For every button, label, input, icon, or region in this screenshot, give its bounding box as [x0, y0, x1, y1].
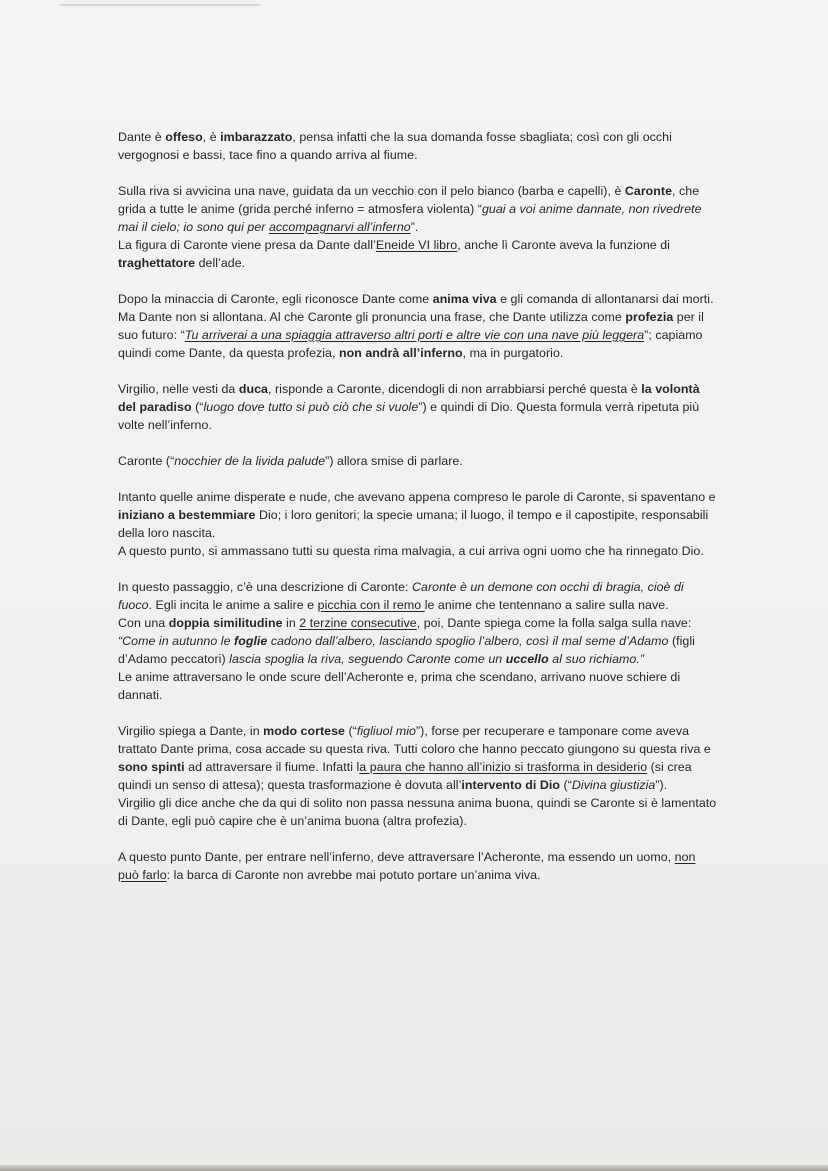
text-segment: , che grida a tutte le anime (grida perché inferno = atmosfera violenta) “	[118, 184, 700, 216]
text-segment: Dopo la minaccia di Caronte, egli riconosce Dante come	[118, 292, 433, 306]
text-segment: uccello	[505, 652, 549, 666]
text-segment: Virgilio gli dice anche che da qui di solito non passa nessuna anima buona, quindi se Caronte si è lamentato di Dante, egli può capire che è un’anima buona (altra profezia).	[118, 796, 717, 828]
text-segment: ”) e quindi di Dio. Questa formula verrà ripetuta più volte nell’inferno.	[118, 400, 700, 432]
text-segment: (“	[345, 724, 357, 738]
text-segment: ”).	[655, 778, 668, 792]
text-segment: duca	[238, 382, 268, 396]
text-segment: ”) allora smise di parlare.	[325, 454, 463, 468]
text-segment: non può farlo	[118, 850, 696, 882]
text-segment: Dio; i loro genitori; la specie umana; il luogo, il tempo e il capostipite, responsabili della loro nascita.	[118, 508, 709, 540]
text-segment: (figli d’Adamo peccatori)	[118, 634, 695, 666]
text-segment: Virgilio, nelle vesti da	[118, 382, 239, 396]
text-segment: picchia con il remo	[317, 598, 425, 612]
paragraph-p1	[118, 128, 718, 164]
text-segment: In questo passaggio, c’è una descrizione di Caronte:	[118, 580, 413, 594]
text-segment: Dante è	[118, 130, 166, 144]
text-segment: al suo richiamo.”	[548, 652, 645, 666]
text-segment: foglie	[234, 634, 268, 648]
text-segment: offeso	[165, 130, 203, 144]
text-segment: intervento di Dio	[461, 778, 561, 792]
text-segment: Divina giustizia	[571, 778, 656, 792]
text-segment: ad attraversare il fiume. Infatti l	[184, 760, 360, 774]
text-segment: Sulla riva si avvicina una nave, guidata da un vecchio con il pelo bianco (barba e capelli), è	[118, 184, 625, 198]
paragraph-p5	[118, 452, 718, 470]
text-segment: Caronte	[624, 184, 673, 198]
text-segment: . Egli incita le anime a salire e	[148, 598, 318, 612]
text-segment: , ma in purgatorio.	[462, 346, 564, 360]
text-segment: , anche lì Caronte aveva la funzione di	[457, 238, 670, 252]
text-segment: (si crea quindi un senso di attesa); questa trasformazione è dovuta all’	[118, 760, 692, 792]
text-segment: (“	[560, 778, 572, 792]
text-segment: , è	[202, 130, 221, 144]
paper-bottom-edge	[0, 1165, 828, 1171]
text-segment: Virgilio spiega a Dante, in	[118, 724, 264, 738]
text-segment: e gli comanda di allontanarsi dai morti. Ma Dante non si allontana. Al che Caronte gli pronuncia una frase, che Dante utilizza come	[118, 292, 714, 324]
text-segment: Caronte (“	[118, 454, 175, 468]
text-segment: ”.	[410, 220, 419, 234]
text-segment: Tu arriverai a una spiaggia attraverso altri porti e altre vie con una nave più leggera	[184, 328, 645, 342]
paragraph-p9	[118, 848, 718, 884]
text-segment: guai a voi anime dannate, non rivedrete mai il cielo; io sono qui per	[118, 202, 702, 234]
text-segment: modo cortese	[263, 724, 345, 738]
paragraph-p4	[118, 380, 718, 434]
text-segment: per il suo futuro: “	[118, 310, 704, 342]
paragraph-p8	[118, 722, 718, 830]
text-segment: imbarazzato	[220, 130, 293, 144]
text-segment: luogo dove tutto si può ciò che si vuole	[203, 400, 419, 414]
text-segment: a paura che hanno all’inizio si trasforma in desiderio	[359, 760, 648, 774]
text-segment: iniziano a bestemmiare	[118, 508, 256, 522]
text-segment: , pensa infatti che la sua domanda fosse sbagliata; così con gli occhi vergognosi e bassi, tace fino a quando arriva al fiume.	[118, 130, 672, 162]
text-segment: 2 terzine consecutive	[299, 616, 417, 630]
text-segment: profezia	[625, 310, 674, 324]
text-segment: figliuol mio	[356, 724, 416, 738]
text-segment: Eneide VI libro	[375, 238, 458, 252]
text-segment: non andrà all’inferno	[339, 346, 463, 360]
text-segment: doppia similitudine	[168, 616, 283, 630]
text-segment: nocchier de la livida palude	[174, 454, 326, 468]
text-segment: ”), forse per recuperare e tamponare come aveva trattato Dante prima, cosa accade su questa riva. Tutti coloro che hanno peccato giungono su questa riva e	[118, 724, 711, 756]
paragraph-p2	[118, 182, 718, 272]
paper-top-edge	[60, 4, 260, 6]
text-segment: dell’ade.	[195, 256, 246, 270]
text-segment: le anime che tentennano a salire sulla nave.	[424, 598, 669, 612]
text-segment: anima viva	[432, 292, 497, 306]
text-segment: A questo punto, si ammassano tutti su questa rima malvagia, a cui arriva ogni uomo che ha rinnegato Dio.	[118, 544, 704, 558]
text-segment: , poi, Dante spiega come la folla salga sulla nave:	[416, 616, 692, 630]
text-segment: La figura di Caronte viene presa da Dante dall’	[118, 238, 376, 252]
text-segment: , risponde a Caronte, dicendogli di non arrabbiarsi perché questa è	[268, 382, 642, 396]
text-segment: Con una	[118, 616, 169, 630]
document-body	[118, 128, 718, 902]
text-segment: cadono dall’albero, lasciando spoglio l’albero, così il mal seme d’Adamo	[267, 634, 672, 648]
text-segment: in	[282, 616, 300, 630]
text-segment: : la barca di Caronte non avrebbe mai potuto portare un’anima viva.	[166, 868, 541, 882]
text-segment: Le anime attraversano le onde scure dell’Acheronte e, prima che scendano, arrivano nuove schiere di dannati.	[118, 670, 681, 702]
text-segment: lascia spoglia la riva, seguendo Caronte come un	[225, 652, 506, 666]
text-segment: traghettatore	[118, 256, 196, 270]
text-segment: “Come in autunno le	[118, 634, 235, 648]
text-segment: ”; capiamo quindi come Dante, da questa profezia,	[118, 328, 703, 360]
paragraph-p6	[118, 488, 718, 560]
paragraph-p7	[118, 578, 718, 704]
text-segment: la volontà del paradiso	[118, 382, 700, 414]
text-segment: A questo punto Dante, per entrare nell’inferno, deve attraversare l’Acheronte, ma essendo un uomo,	[118, 850, 675, 864]
text-segment: Intanto quelle anime disperate e nude, che avevano appena compreso le parole di Caronte, si spaventano e	[118, 490, 716, 504]
paragraph-p3	[118, 290, 718, 362]
text-segment: sono spinti	[118, 760, 185, 774]
text-segment: accompagnarvi all’inferno	[268, 220, 411, 234]
text-segment: (“	[191, 400, 204, 414]
text-segment: Caronte è un demone con occhi di bragia, cioè di fuoco	[118, 580, 684, 612]
